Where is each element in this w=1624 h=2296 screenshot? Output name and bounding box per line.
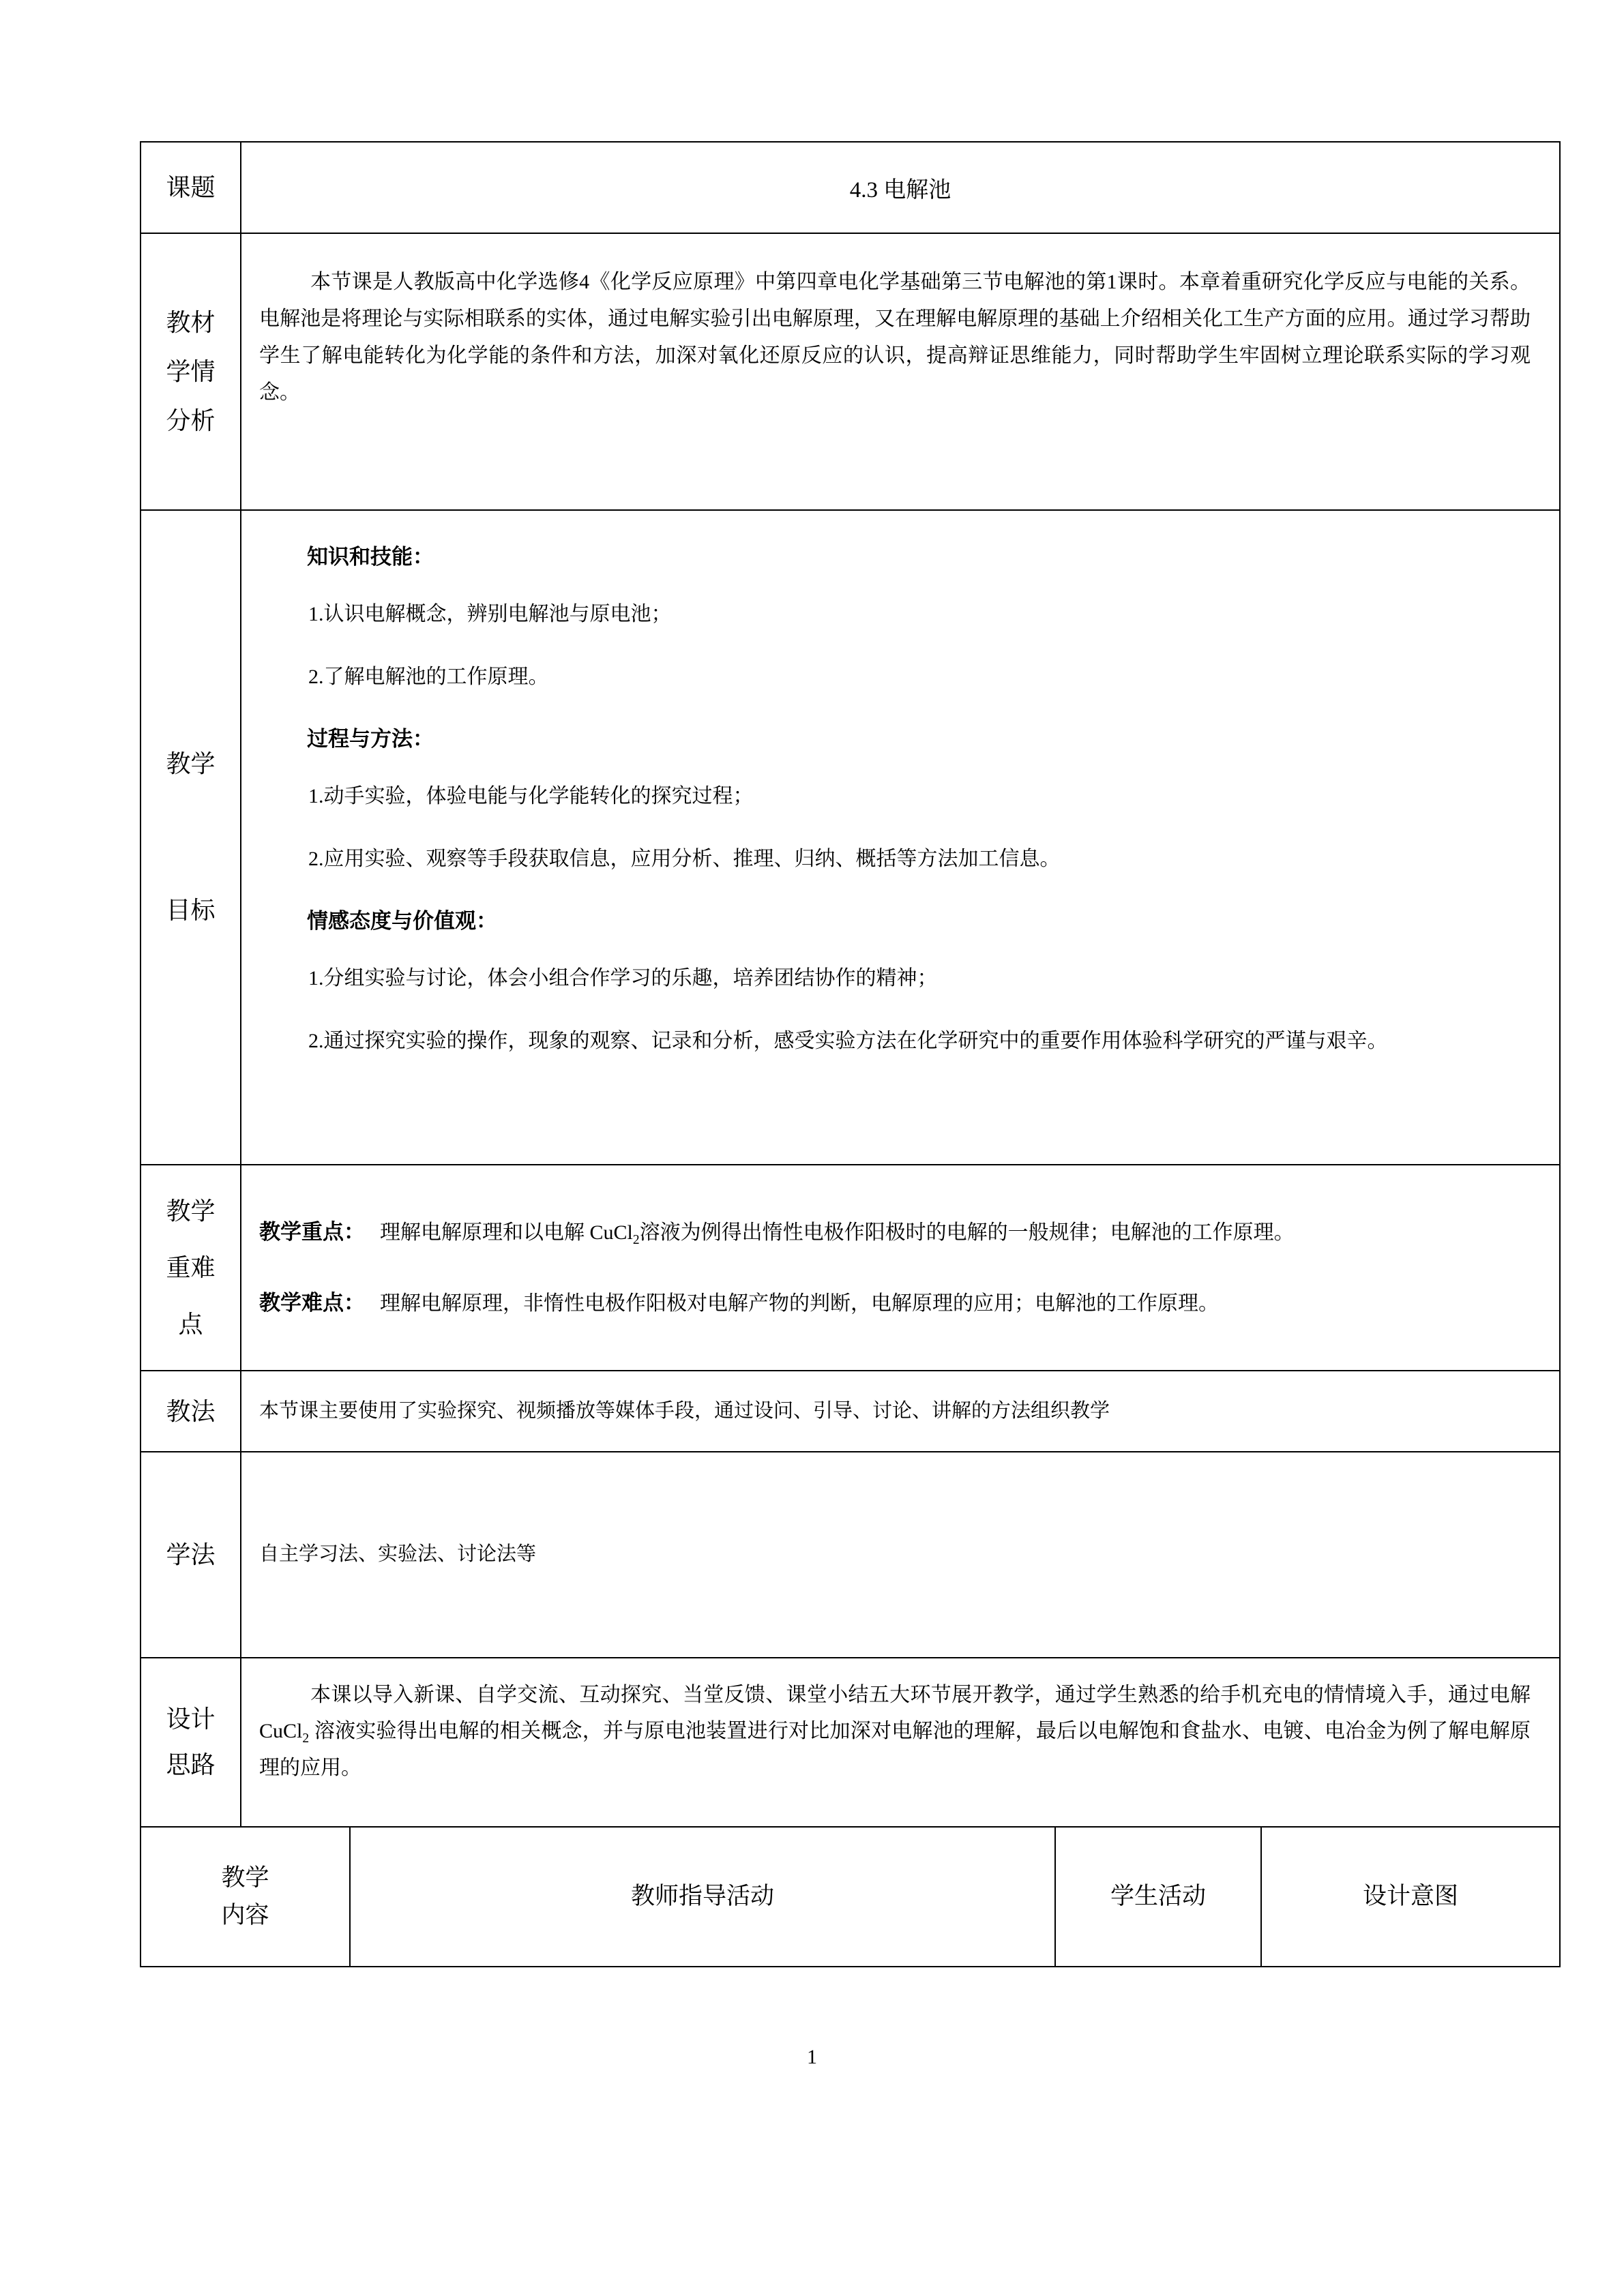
design-idea-text — [241, 1658, 1559, 1798]
difficult-point-label: 教学难点： — [259, 1291, 365, 1315]
design-idea-text-post: 溶液实验得出电解的相关概念，并与原电池装置进行对比加深对电解池的理解，最后以电解饱和食盐水、电镀、电冶金为例了解电解原理的应用。 — [259, 1719, 1531, 1779]
learning-method-label: 学法 — [166, 1541, 216, 1568]
teaching-method-text: 本节课主要使用了实验探究、视频播放等媒体手段，通过设问、引导、讨论、讲解的方法组织教学 — [259, 1399, 1110, 1422]
topic-label: 课题 — [166, 174, 216, 201]
analysis-label-line: 教材 — [166, 309, 216, 336]
row-analysis — [141, 233, 1559, 509]
objectives-content-cell — [241, 511, 1559, 1164]
design-idea-text-pre: 本课以导入新课、自学交流、互动探究、当堂反馈、课堂小结五大环节展开教学，通过学生熟悉的给手机充电的情情境入手，通过电解 — [310, 1684, 1531, 1706]
page-number: 1 — [807, 2046, 817, 2068]
row-objectives — [141, 509, 1559, 1164]
analysis-text: 本节课是人教版高中化学选修4《化学反应原理》中第四章电化学基础第三节电解池的第1课时。本章着重研究化学反应与电能的关系。电解池是将理论与实际相联系的实体，通过电解实验引出电解原理，又在理解电解原理的基础上介绍相关化工生产方面的应用。通过学习帮助学生了解电能转化为化学能的条件和方法，加深对氧化还原反应的认识，提高辩证思维能力，同时帮助学生牢固树立理论联系实际的学习观念。 — [259, 271, 1531, 404]
key-points-label-line: 重难 — [166, 1253, 216, 1281]
objectives-item: 1.分组实验与讨论，体会小组合作学习的乐趣，培养团结协作的精神； — [308, 967, 938, 989]
process-header-content-line: 内容 — [221, 1901, 269, 1928]
key-points-label-cell — [141, 1165, 241, 1370]
objectives-section-title: 过程与方法： — [307, 727, 434, 751]
process-header-student-cell: 学生活动 — [1056, 1828, 1262, 1966]
design-idea-label-line: 思路 — [166, 1751, 216, 1778]
row-topic — [141, 143, 1559, 233]
analysis-label-line: 学情 — [166, 358, 216, 385]
difficult-point-line — [259, 1286, 1531, 1320]
objectives-section-title: 知识和技能： — [307, 545, 434, 569]
objectives-label-cell — [141, 511, 241, 1164]
chemical-formula-subscript: 2 — [302, 1731, 310, 1746]
objectives-item: 2.了解电解池的工作原理。 — [308, 666, 549, 688]
process-header-content-cell — [141, 1828, 351, 1966]
process-header-content-line: 教学 — [221, 1864, 269, 1892]
objectives-item: 2.应用实验、观察等手段获取信息，应用分析、推理、归纳、概括等方法加工信息。 — [308, 848, 1061, 870]
objectives-label-line: 目标 — [166, 897, 216, 924]
chemical-formula: CuCl — [589, 1221, 633, 1244]
difficult-point-text: 理解电解原理，非惰性电极作阳极对电解产物的判断，电解原理的应用；电解池的工作原理。 — [380, 1292, 1219, 1315]
analysis-label-cell — [141, 234, 241, 509]
process-header-teacher-cell: 教师指导活动 — [351, 1828, 1056, 1966]
analysis-label-line: 分析 — [166, 407, 216, 434]
objectives-item: 2.通过探究实验的操作，现象的观察、记录和分析，感受实验方法在化学研究中的重要作用体验科学研究的严谨与艰辛。 — [308, 1030, 1388, 1052]
process-header-intent-cell: 设计意图 — [1362, 1883, 1458, 1910]
key-point-label: 教学重点： — [259, 1219, 365, 1244]
key-point-line — [259, 1215, 1531, 1251]
row-learning-method — [141, 1451, 1559, 1657]
learning-method-label-cell — [141, 1452, 241, 1657]
objectives-label-line: 教学 — [166, 750, 216, 777]
chemical-formula: CuCl — [259, 1719, 303, 1742]
lesson-plan-table — [140, 141, 1561, 1967]
key-point-text: 理解电解原理和以电解 — [380, 1221, 590, 1244]
topic-label-cell — [141, 143, 241, 233]
key-points-content-cell — [241, 1165, 1559, 1370]
topic-value: 4.3 电解池 — [849, 177, 951, 203]
row-design-idea — [141, 1657, 1559, 1826]
key-point-text: 溶液为例得出惰性电极作阳极时的电解的一般规律；电解池的工作原理。 — [639, 1221, 1295, 1244]
objectives-section-title: 情感态度与价值观： — [307, 909, 497, 933]
design-idea-label-line: 设计 — [166, 1705, 216, 1733]
design-idea-content-cell — [241, 1658, 1559, 1826]
row-key-points — [141, 1164, 1559, 1370]
teaching-method-label-cell — [141, 1371, 241, 1451]
design-idea-label-cell — [141, 1658, 241, 1826]
learning-method-text: 自主学习法、实验法、讨论法等 — [259, 1543, 537, 1566]
key-points-label-line: 教学 — [166, 1197, 216, 1225]
key-points-label-line: 点 — [178, 1310, 203, 1338]
analysis-content-cell — [241, 234, 1559, 509]
objectives-item: 1.动手实验，体验电能与化学能转化的探究过程； — [308, 785, 754, 807]
row-process-header — [141, 1826, 1559, 1966]
teaching-method-label: 教法 — [166, 1397, 216, 1425]
objectives-item: 1.认识电解概念，辨别电解池与原电池； — [308, 603, 672, 625]
chemical-formula-subscript: 2 — [632, 1232, 640, 1247]
row-teaching-method — [141, 1370, 1559, 1451]
